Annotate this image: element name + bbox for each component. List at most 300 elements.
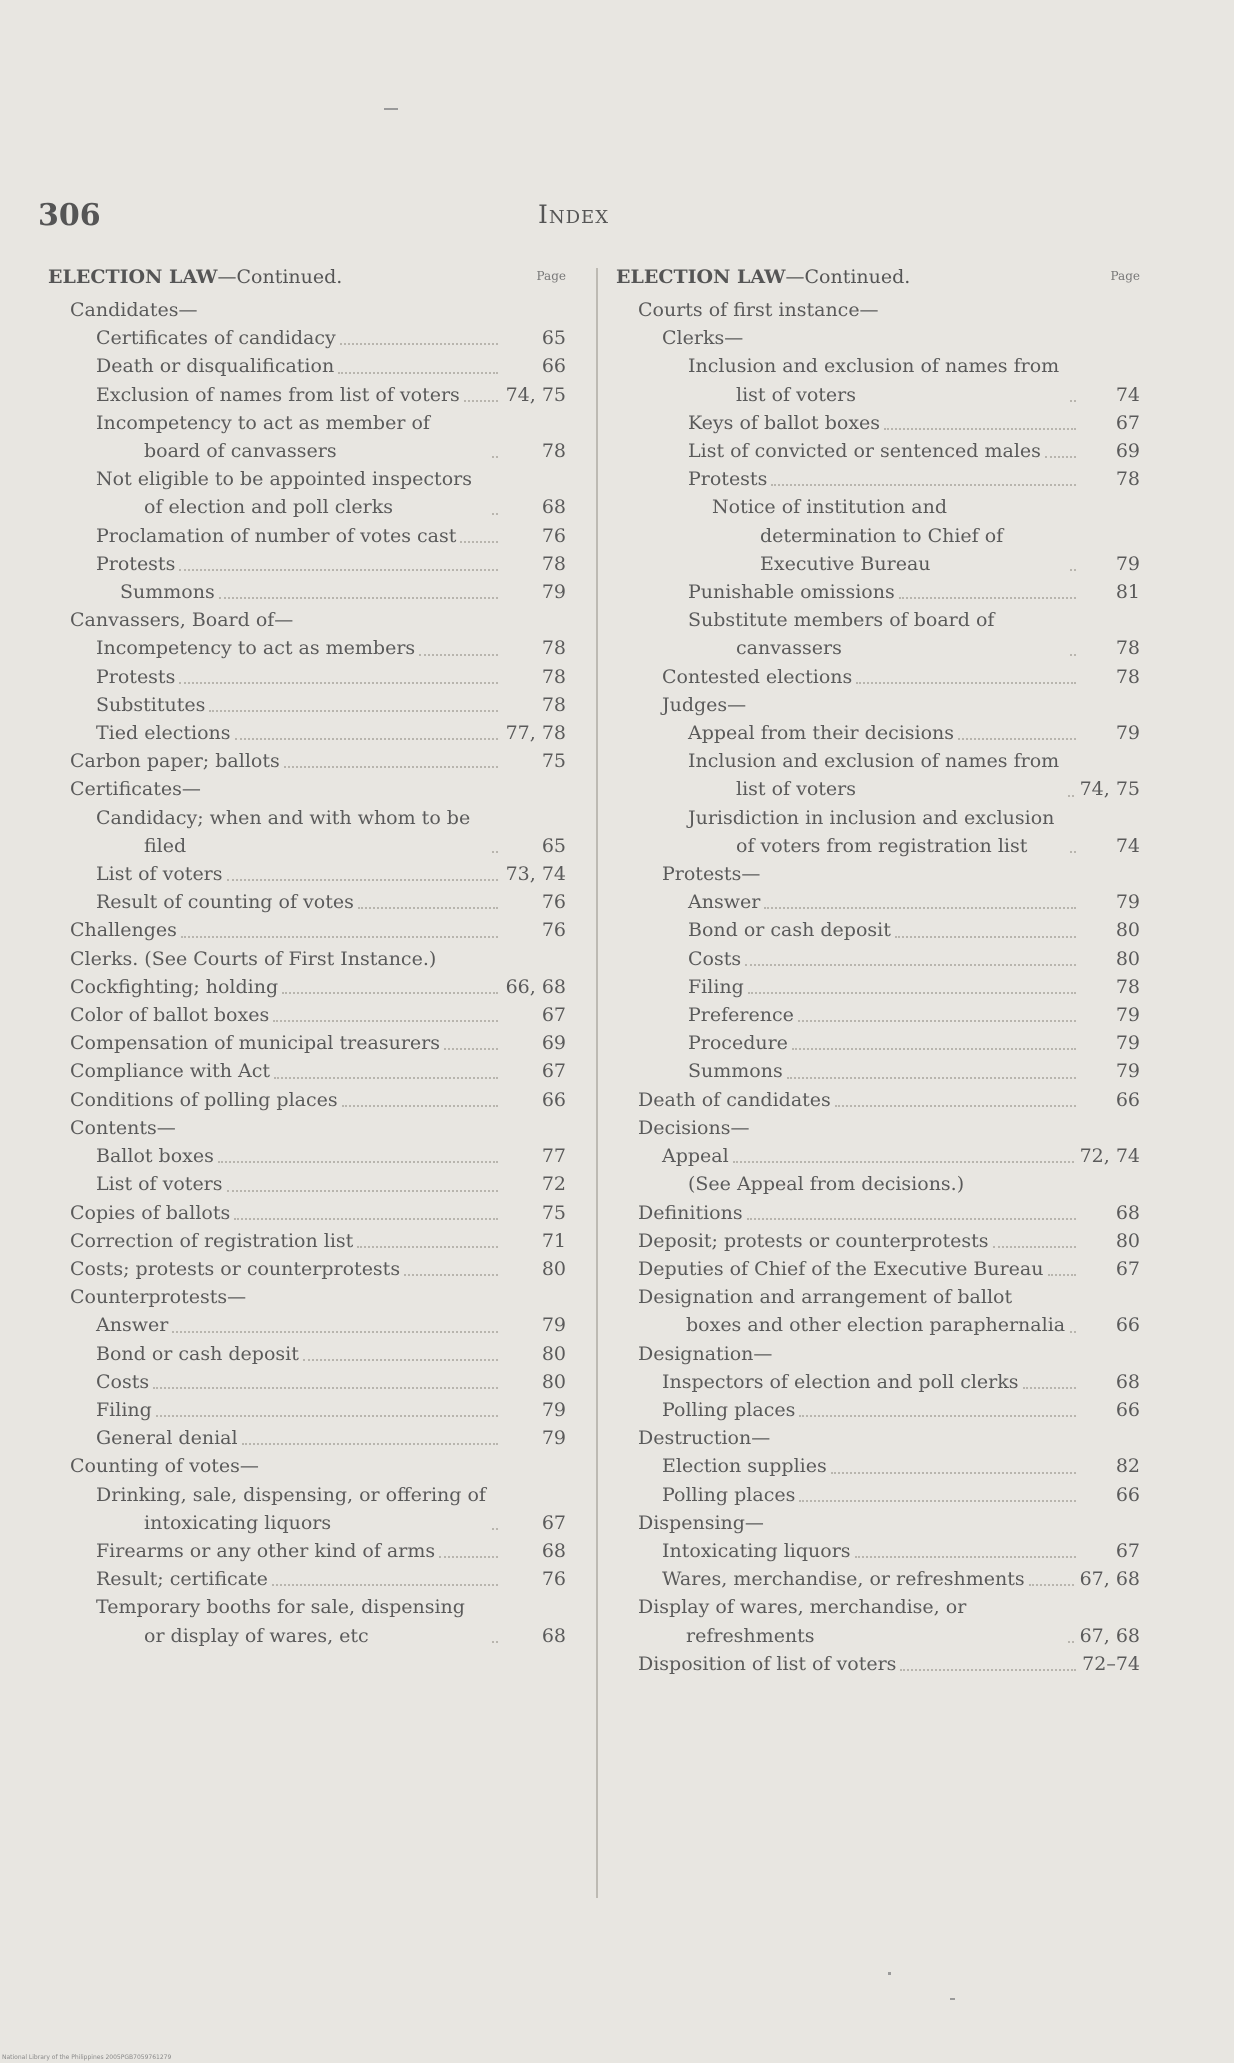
right-entry-list	[616, 296, 1140, 1678]
dot-leader	[831, 1472, 1076, 1474]
index-entry-text: Definitions	[638, 1201, 743, 1224]
dot-leader	[835, 1105, 1076, 1107]
index-entry-text: Disposition of list of voters	[638, 1652, 897, 1675]
index-entry-text: Conditions of polling places	[70, 1088, 338, 1111]
index-entry-text: General denial	[96, 1427, 238, 1450]
index-entry-text: Intoxicating liquors	[662, 1539, 851, 1562]
dot-leader	[219, 597, 498, 599]
index-entry-text: Wares, merchandise, or refreshments	[662, 1568, 1025, 1591]
index-entry	[616, 719, 1140, 747]
index-entry-text: Costs	[96, 1370, 150, 1393]
dot-leader	[209, 710, 498, 712]
index-entry	[616, 916, 1140, 944]
dot-leader	[179, 569, 498, 571]
index-entry-text: Exclusion of names from list of voters	[96, 383, 460, 406]
index-entry	[616, 1001, 1140, 1029]
index-entry-page: 79	[1115, 1004, 1140, 1027]
index-entry-page: 79	[1115, 891, 1140, 914]
running-head: Index	[538, 200, 610, 229]
index-entry-text: Substitutes	[96, 693, 206, 716]
index-entry	[616, 1142, 1140, 1170]
dot-leader	[748, 992, 1076, 994]
index-entry	[616, 1029, 1140, 1057]
index-entry-page: 76	[541, 891, 566, 914]
index-entry-text: Judges—	[662, 693, 747, 716]
index-entry	[48, 1593, 566, 1649]
index-entry-text: Bond or cash deposit	[688, 919, 891, 942]
index-entry-text: Death of candidates	[638, 1088, 831, 1111]
index-entry-page: 66	[1115, 1483, 1140, 1506]
index-entry-text: Compensation of municipal treasurers	[70, 1032, 440, 1055]
index-entry-text: List of convicted or sentenced males	[688, 440, 1041, 463]
dot-leader	[799, 1415, 1076, 1417]
index-entry-text: Answer	[688, 891, 761, 914]
dot-leader	[235, 738, 498, 740]
index-entry-text: Jurisdiction in inclusion and exclusion of voters from registration list	[688, 806, 1055, 857]
index-entry	[48, 1114, 566, 1142]
index-entry	[616, 1452, 1140, 1480]
index-entry-page: 78	[1115, 637, 1140, 660]
index-entry	[616, 888, 1140, 916]
index-entry-page: 80	[541, 1370, 566, 1393]
index-entry	[616, 1565, 1140, 1593]
index-entry-text: Notice of institution and determination to Chief of Executive Bureau	[712, 496, 1004, 575]
index-entry-text: Result of counting of votes	[96, 891, 354, 914]
dot-leader	[492, 1528, 498, 1530]
index-entry-page: 79	[1115, 1060, 1140, 1083]
index-entry-text: Challenges	[70, 919, 177, 942]
index-entry-page: 78	[541, 552, 566, 575]
index-entry-text: Proclamation of number of votes cast	[96, 524, 457, 547]
index-entry-page: 81	[1115, 581, 1140, 604]
dot-leader	[492, 1641, 498, 1643]
index-entry-text: Deposit; protests or counterprotests	[638, 1229, 989, 1252]
index-entry-text: Protests—	[662, 863, 761, 886]
index-entry-text: Ballot boxes	[96, 1145, 214, 1168]
index-entry-text: Bond or cash deposit	[96, 1342, 299, 1365]
dot-leader	[856, 682, 1076, 684]
left-head-continued: —Continued.	[217, 266, 343, 288]
dot-leader	[303, 1359, 498, 1361]
index-entry-text: Counterprotests—	[70, 1286, 247, 1309]
index-entry-text: Polling places	[662, 1483, 796, 1506]
index-entry-page: 78	[541, 693, 566, 716]
index-entry	[616, 1227, 1140, 1255]
index-entry-page: 78	[541, 665, 566, 688]
index-entry-text: Filing	[96, 1398, 152, 1421]
index-entry	[616, 1114, 1140, 1142]
index-entry-page: 74, 75	[1079, 778, 1140, 801]
index-entry-text: Incompetency to act as members	[96, 637, 416, 660]
dot-leader	[284, 766, 498, 768]
index-entry	[616, 1283, 1140, 1339]
right-column	[616, 266, 1140, 1678]
index-entry	[616, 973, 1140, 1001]
dot-leader	[340, 343, 498, 345]
dot-leader	[1068, 795, 1074, 797]
dot-leader	[1023, 1387, 1076, 1389]
index-entry	[616, 1650, 1140, 1678]
index-entry-page: 72, 74	[1079, 1145, 1140, 1168]
index-entry-text: Preference	[688, 1004, 794, 1027]
dot-leader	[282, 992, 498, 994]
index-entry-page: 72–74	[1082, 1652, 1140, 1675]
index-entry	[48, 1255, 566, 1283]
index-entry-text: Destruction—	[638, 1427, 771, 1450]
dot-leader	[1070, 654, 1076, 656]
index-entry-text: Certificates of candidacy	[96, 327, 336, 350]
index-entry	[48, 634, 566, 662]
dot-leader	[179, 682, 498, 684]
index-entry-page: 79	[1115, 1032, 1140, 1055]
index-entry-page: 78	[541, 440, 566, 463]
index-entry-page: 79	[541, 581, 566, 604]
index-entry-text: Protests	[688, 468, 768, 491]
dot-leader	[733, 1161, 1074, 1163]
index-entry	[616, 578, 1140, 606]
index-entry	[616, 1057, 1140, 1085]
dot-leader	[439, 1556, 498, 1558]
dot-leader	[419, 654, 498, 656]
index-entry-page: 80	[541, 1257, 566, 1280]
index-entry-page: 65	[541, 327, 566, 350]
index-entry	[616, 945, 1140, 973]
index-entry-text: Dispensing—	[638, 1511, 764, 1534]
index-entry-text: Contents—	[70, 1116, 176, 1139]
index-entry	[616, 1199, 1140, 1227]
index-entry	[48, 973, 566, 1001]
index-entry-page: 78	[541, 637, 566, 660]
index-entry-text: Decisions—	[638, 1116, 750, 1139]
index-entry-text: Inclusion and exclusion of names from list of voters	[688, 750, 1060, 801]
index-entry	[48, 747, 566, 775]
index-entry-text: Contested elections	[662, 665, 853, 688]
dot-leader	[1070, 400, 1076, 402]
index-entry-text: Substitute members of board of canvassers	[688, 609, 995, 660]
index-entry-text: Polling places	[662, 1398, 796, 1421]
index-entry-page: 78	[1115, 665, 1140, 688]
index-entry-page: 82	[1115, 1455, 1140, 1478]
dot-leader	[464, 400, 498, 402]
index-entry	[48, 719, 566, 747]
index-entry	[616, 352, 1140, 408]
index-entry-page: 79	[541, 1314, 566, 1337]
index-entry	[48, 1199, 566, 1227]
index-entry-text: (See Appeal from decisions.)	[688, 1173, 965, 1196]
index-entry-text: Costs; protests or counterprotests	[70, 1257, 401, 1280]
index-entry-page: 68	[541, 1539, 566, 1562]
left-column-header	[48, 266, 566, 296]
index-entry-text: Candidates—	[70, 299, 198, 321]
index-entry	[616, 324, 1140, 352]
dot-leader	[799, 1500, 1076, 1502]
dot-leader	[358, 907, 498, 909]
index-entry	[48, 691, 566, 719]
index-entry-text: Color of ballot boxes	[70, 1004, 270, 1027]
index-entry	[48, 550, 566, 578]
dot-leader	[492, 513, 498, 515]
dot-leader	[1045, 456, 1076, 458]
dot-leader	[771, 484, 1076, 486]
index-entry	[48, 1086, 566, 1114]
index-entry-page: 75	[541, 1201, 566, 1224]
index-entry	[616, 1368, 1140, 1396]
index-entry-text: List of voters	[96, 863, 223, 886]
dot-leader	[764, 907, 1076, 909]
index-entry-page: 75	[541, 750, 566, 773]
index-entry	[48, 1057, 566, 1085]
index-entry-page: 77	[541, 1145, 566, 1168]
index-entry-page: 68	[541, 1624, 566, 1647]
dot-leader	[1070, 851, 1076, 853]
dot-leader	[747, 1218, 1076, 1220]
index-entry-page: 72	[541, 1173, 566, 1196]
index-entry	[48, 1396, 566, 1424]
index-entry-text: Tied elections	[96, 722, 231, 745]
index-entry-text: Clerks—	[662, 327, 744, 350]
index-entry	[48, 663, 566, 691]
index-entry	[48, 1142, 566, 1170]
index-entry-text: Counting of votes—	[70, 1455, 259, 1478]
column-divider	[596, 268, 598, 1898]
speck-mark	[384, 108, 398, 110]
index-entry	[48, 1452, 566, 1480]
index-entry	[48, 324, 566, 352]
dot-leader	[227, 1190, 498, 1192]
index-entry-text: Copies of ballots	[70, 1201, 231, 1224]
dot-leader	[1048, 1274, 1077, 1276]
dot-leader	[272, 1584, 498, 1586]
left-entry-list	[48, 296, 566, 1650]
index-entry	[48, 1227, 566, 1255]
index-entry-page: 79	[541, 1398, 566, 1421]
index-entry	[48, 1170, 566, 1198]
index-entry	[48, 888, 566, 916]
speck-mark	[888, 1972, 891, 1975]
index-entry-text: Appeal	[662, 1145, 729, 1168]
index-entry-page: 68	[1115, 1201, 1140, 1224]
dot-leader	[884, 428, 1076, 430]
index-entry-page: 77, 78	[505, 722, 566, 745]
index-entry	[48, 352, 566, 380]
index-entry	[48, 606, 566, 634]
index-entry	[616, 1340, 1140, 1368]
index-entry	[48, 1537, 566, 1565]
index-entry-page: 69	[541, 1032, 566, 1055]
index-entry-page: 67	[541, 1511, 566, 1534]
index-entry	[616, 296, 1140, 324]
index-entry-text: Cockfighting; holding	[70, 975, 279, 998]
index-entry-text: Keys of ballot boxes	[688, 411, 881, 434]
dot-leader	[787, 1077, 1076, 1079]
index-entry	[616, 1509, 1140, 1537]
index-entry-page: 65	[541, 834, 566, 857]
index-entry	[48, 296, 566, 324]
index-entry-page: 67	[1115, 411, 1140, 434]
index-entry-page: 76	[541, 524, 566, 547]
dot-leader	[181, 936, 498, 938]
index-entry	[616, 1396, 1140, 1424]
index-entry-page: 67	[541, 1004, 566, 1027]
index-entry	[48, 1565, 566, 1593]
index-entry-page: 66	[1115, 1314, 1140, 1337]
index-entry-text: Summons	[120, 581, 215, 604]
index-entry-text: Protests	[96, 552, 176, 575]
index-entry-text: Firearms or any other kind of arms	[96, 1539, 436, 1562]
dot-leader	[444, 1048, 498, 1050]
index-entry-text: Not eligible to be appointed inspectors of election and poll clerks	[96, 468, 472, 519]
index-entry-page: 76	[541, 1568, 566, 1591]
index-entry	[48, 1311, 566, 1339]
index-entry	[616, 437, 1140, 465]
index-entry	[48, 945, 566, 973]
index-entry	[48, 804, 566, 860]
right-page-label: Page	[1110, 269, 1140, 283]
index-entry	[48, 381, 566, 409]
footer-credit: National Library of the Philippines 2005PGB7059761279	[2, 2054, 172, 2061]
dot-leader	[1070, 1331, 1076, 1333]
dot-leader	[899, 597, 1076, 599]
index-entry-page: 71	[541, 1229, 566, 1252]
index-entry	[48, 578, 566, 606]
dot-leader	[218, 1161, 498, 1163]
index-entry-text: Correction of registration list	[70, 1229, 354, 1252]
index-entry	[48, 1340, 566, 1368]
dot-leader	[234, 1218, 498, 1220]
index-entry-page: 67	[541, 1060, 566, 1083]
left-page-label: Page	[536, 269, 566, 283]
index-entry	[616, 1537, 1140, 1565]
index-entry-text: Costs	[688, 947, 742, 970]
index-entry-page: 80	[1115, 947, 1140, 970]
index-entry-page: 67	[1115, 1539, 1140, 1562]
index-entry-page: 80	[1115, 1229, 1140, 1252]
dot-leader	[153, 1387, 498, 1389]
index-entry-page: 69	[1115, 440, 1140, 463]
dot-leader	[227, 879, 498, 881]
index-entry-page: 73, 74	[505, 863, 566, 886]
index-entry-page: 66, 68	[505, 975, 566, 998]
dot-leader	[1070, 569, 1076, 571]
index-entry	[48, 775, 566, 803]
index-entry-page: 74, 75	[505, 383, 566, 406]
index-entry-text: Designation and arrangement of ballot boxes and other election paraphernalia	[638, 1286, 1066, 1337]
dot-leader	[958, 738, 1076, 740]
index-entry	[48, 1283, 566, 1311]
index-entry-text: Inclusion and exclusion of names from list of voters	[688, 355, 1060, 406]
right-head-continued: —Continued.	[785, 266, 911, 288]
index-entry-text: Deputies of Chief of the Executive Bureau	[638, 1257, 1044, 1280]
index-entry	[616, 409, 1140, 437]
dot-leader	[798, 1020, 1076, 1022]
page-number: 306	[38, 198, 101, 233]
dot-leader	[792, 1048, 1076, 1050]
index-entry-page: 79	[1115, 722, 1140, 745]
index-entry	[616, 663, 1140, 691]
index-entry-text: Inspectors of election and poll clerks	[662, 1370, 1019, 1393]
speck-mark	[950, 1998, 955, 2000]
index-entry	[48, 1029, 566, 1057]
index-entry-page: 68	[1115, 1370, 1140, 1393]
index-entry-page: 78	[1115, 468, 1140, 491]
dot-leader	[274, 1077, 498, 1079]
index-entry	[48, 1368, 566, 1396]
index-entry	[616, 1086, 1140, 1114]
dot-leader	[172, 1331, 498, 1333]
index-entry	[616, 1255, 1140, 1283]
index-entry	[616, 691, 1140, 719]
index-entry-text: Death or disqualification	[96, 355, 335, 378]
index-entry	[48, 860, 566, 888]
dot-leader	[993, 1246, 1077, 1248]
index-entry-text: Clerks. (See Courts of First Instance.)	[70, 947, 437, 970]
dot-leader	[357, 1246, 498, 1248]
index-entry-page: 79	[1115, 552, 1140, 575]
left-head-title: ELECTION LAW	[48, 266, 218, 288]
index-entry-text: Answer	[96, 1314, 169, 1337]
index-entry	[48, 522, 566, 550]
dot-leader	[745, 964, 1076, 966]
dot-leader	[1029, 1584, 1074, 1586]
dot-leader	[242, 1443, 498, 1445]
index-entry-text: Temporary booths for sale, dispensing or display of wares, etc	[96, 1596, 465, 1647]
right-column-header	[616, 266, 1140, 296]
index-entry-text: Carbon paper; ballots	[70, 750, 280, 773]
index-entry-page: 67	[1115, 1257, 1140, 1280]
index-entry	[48, 1424, 566, 1452]
index-entry	[616, 804, 1140, 860]
index-entry	[616, 1424, 1140, 1452]
dot-leader	[460, 541, 498, 543]
index-entry-text: Election supplies	[662, 1455, 827, 1478]
index-entry-page: 80	[541, 1342, 566, 1365]
index-entry	[616, 747, 1140, 803]
index-entry-text: Canvassers, Board of—	[70, 609, 294, 632]
index-entry-text: Result; certificate	[96, 1568, 268, 1591]
index-entry-page: 78	[1115, 975, 1140, 998]
index-entry	[48, 1001, 566, 1029]
dot-leader	[855, 1556, 1076, 1558]
index-entry-text: Designation—	[638, 1342, 773, 1365]
index-entry-text: Filing	[688, 975, 744, 998]
index-entry-text: Appeal from their decisions	[688, 722, 955, 745]
index-entry-page: 67, 68	[1079, 1624, 1140, 1647]
dot-leader	[900, 1669, 1076, 1671]
dot-leader	[273, 1020, 498, 1022]
index-entry-text: Punishable omissions	[688, 581, 895, 604]
index-entry-text: Display of wares, merchandise, or refreshments	[638, 1596, 967, 1647]
index-entry	[616, 1481, 1140, 1509]
index-entry	[48, 409, 566, 465]
index-entry-text: Procedure	[688, 1032, 788, 1055]
index-entry-text: Protests	[96, 665, 176, 688]
index-entry-page: 74	[1115, 383, 1140, 406]
left-column	[48, 266, 566, 1650]
index-entry	[616, 1593, 1140, 1649]
index-entry-text: List of voters	[96, 1173, 223, 1196]
index-entry	[616, 1170, 1140, 1198]
index-entry-page: 80	[1115, 919, 1140, 942]
index-entry-text: Certificates—	[70, 778, 201, 801]
dot-leader	[492, 851, 498, 853]
dot-leader	[342, 1105, 498, 1107]
index-entry	[616, 493, 1140, 578]
index-entry-page: 66	[541, 1088, 566, 1111]
dot-leader	[338, 372, 498, 374]
index-entry-text: Summons	[688, 1060, 783, 1083]
dot-leader	[404, 1274, 498, 1276]
dot-leader	[156, 1415, 498, 1417]
